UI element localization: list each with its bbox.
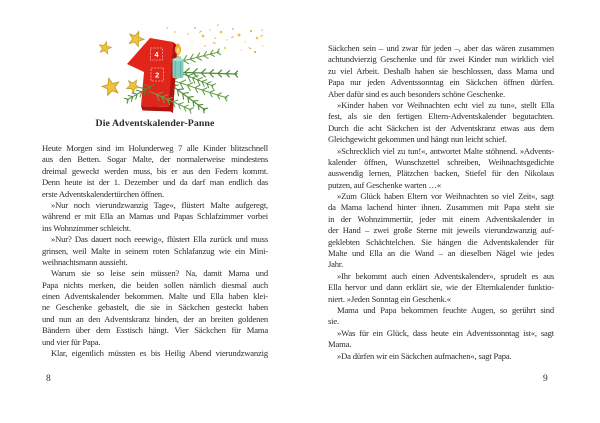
text-line: und nun an den Adventskranz binden, der an breiten goldenen xyxy=(42,313,268,324)
sparkle-dot-icon xyxy=(256,37,259,40)
sparkle-dot-icon xyxy=(238,34,241,37)
text-line: Klar, eigentlich müssten es bis Heilig Abend vierundzwanzig xyxy=(51,348,268,359)
left-page-text xyxy=(42,143,268,359)
text-line: weihnachtsmann aussieht. xyxy=(42,256,128,267)
text-line: da Mama lachend hinter ihnen. Zusammen mit Papa steht sie xyxy=(328,202,554,213)
sparkle-dot-icon xyxy=(232,28,234,30)
door-number-2: 2 xyxy=(155,70,160,80)
sparkle-dash-icon xyxy=(231,36,234,38)
chapter-illustration xyxy=(55,22,275,120)
door-number-4: 4 xyxy=(154,50,159,59)
text-line: einen Adventskalender bekommen. Malte und Ella haben klei- xyxy=(42,291,268,302)
text-line: »Nur noch vierundzwanzig Tage«, flüstert Malte aufgeregt, xyxy=(51,199,268,210)
text-line: »Was für ein Glück, dass heute ein Adventssonntag ist«, sagt xyxy=(337,327,554,338)
text-line: »Nur? Das dauert noch eeewig«, flüstert Ella zurück und muss xyxy=(51,234,268,245)
text-line: »Ihr bekommt auch einen Adventskalender«, sprudelt es aus xyxy=(337,270,554,281)
sparkle-dot-icon xyxy=(217,24,219,26)
text-line: Malte und Ella an die Wand – an dieselben Nägel wie jedes xyxy=(328,248,554,259)
sparkle-dot-icon xyxy=(250,30,252,32)
text-line: Papa nichts merken, die beiden sollen nämlich diesmal auch xyxy=(42,279,268,290)
sparkle-dot-icon xyxy=(224,47,226,49)
text-line: Bändern über dem Esstisch hängt. Vier Säckchen für Mama xyxy=(42,325,268,336)
sparkle-dash-icon xyxy=(213,42,216,44)
text-line: Mama. xyxy=(328,339,352,350)
sparkle-dot-icon xyxy=(220,31,223,34)
text-line: Heute Morgen sind im Holunderweg 7 alle Kinder blitzschnell xyxy=(42,143,268,153)
sparkle-dot-icon xyxy=(174,31,176,33)
text-line: in der Wohnzimmertür, jeder mit einem Adventskalender in xyxy=(328,213,554,224)
sparkle-dot-icon xyxy=(204,45,206,47)
text-line: Papa nur jeden Adventssonntag ein Säckchen öffnen dürfen. xyxy=(328,77,554,88)
text-line: »Kinder haben vor Weihnachten echt viel zu tun«, stellt Ella xyxy=(337,99,554,110)
sparkle-dot-icon xyxy=(226,39,228,41)
text-line: niert. »Jeden Sonntag ein Geschenk.« xyxy=(328,293,451,304)
text-line: Ella hervor und dann erklärt sie, wie der Elternkalender funktio- xyxy=(328,282,554,293)
sparkle-dot-icon xyxy=(240,49,242,51)
sparkle-dot-icon xyxy=(261,29,263,31)
text-line: Durch die acht Säckchen ist der Adventskranz etwas aus dem xyxy=(328,122,554,133)
text-line: und vier für Papa. xyxy=(42,336,101,347)
text-line: putzen, auf Geschenke warten …« xyxy=(328,179,442,190)
text-line: Aber dafür sind es auch besonders schöne Geschenke. xyxy=(328,88,505,99)
text-line: ins Wohnzimmer schleicht. xyxy=(42,222,131,233)
sparkle-dot-icon xyxy=(209,29,211,31)
sparkle-dot-icon xyxy=(187,33,189,35)
sparkle-dash-icon xyxy=(260,35,263,37)
sparkle-dot-icon xyxy=(166,27,168,29)
text-line: Säckchen sein – und zwar für jeden –, aber das wären zusammen xyxy=(328,43,554,53)
text-line: der Hand – zwei große Sterne mit jeweils vierundzwanzig auf- xyxy=(328,225,554,236)
red-number-one-icon xyxy=(127,38,178,113)
sparkle-dot-icon xyxy=(262,45,264,47)
sparkle-dot-icon xyxy=(244,41,246,43)
text-line: »Da dürfen wir ein Säckchen aufmachen«, sagt Papa. xyxy=(337,350,512,361)
sparkle-dash-icon xyxy=(199,31,202,33)
text-line: Jahr. xyxy=(328,259,344,270)
sparkle-dot-icon xyxy=(191,41,193,43)
text-line: grinsen, weil Malte in seinem roten Schlafanzug wie ein Mini- xyxy=(42,245,268,256)
text-line: Gleichgewicht gekommen und hängt nun leicht schief. xyxy=(328,134,507,145)
sparkle-dot-icon xyxy=(194,27,196,29)
text-line: achtundvierzig Geschenke und für zwei Kinder nun wirklich viel xyxy=(328,54,554,65)
page-number-right: 9 xyxy=(543,374,548,384)
text-line: Denn heute ist der 1. Dezember und da darf man endlich das xyxy=(42,177,268,188)
text-line: geklebten Schächtelchen. Sie hängen die Adventskalender für xyxy=(328,236,554,247)
text-line: »Zum Glück haben Eltern vor Weihnachten so viel Zeit«, sagt xyxy=(337,191,554,202)
chapter-title: Die Adventskalender-Panne xyxy=(95,118,215,129)
text-line: »Schrecklich viel zu tun!«, antwortet Malte stöhnend. »Advents- xyxy=(337,145,554,156)
text-line: auswendig lernen, Plätzchen backen, Stiefel für den Nikolaus xyxy=(328,168,554,179)
sparkle-dash-icon xyxy=(248,47,251,50)
page-number-left: 8 xyxy=(46,374,51,384)
text-line: während er mit Ella an Mamas und Papas Schlafzimmer vorbei xyxy=(42,211,268,222)
text-line: dreimal geweckt werden muss, bis er aus den Federn kommt. xyxy=(42,165,268,176)
text-line: ne Geschenke gebastelt, die sie in Säckchen gesteckt haben xyxy=(42,302,268,313)
text-line: fest, als sie den fertigen Eltern-Adventskalender begutachten. xyxy=(328,111,554,122)
text-line: kalender öffnen, Wunschzettel schreiben, Weihnachtsgedichte xyxy=(328,156,554,167)
text-line: Mama und Papa bekommen feuchte Augen, so gerührt sind xyxy=(337,304,554,315)
text-line: zu viel Arbeit. Deshalb haben sie beschlossen, dass Mama und xyxy=(328,65,554,76)
text-line: sie. xyxy=(328,316,339,327)
text-line: Warum sie so leise sein müssen? Na, damit Mama und xyxy=(51,268,268,279)
sparkle-dot-icon xyxy=(214,37,216,39)
text-line: aus den Betten. Sogar Malte, der normalerweise mindestens xyxy=(42,154,268,165)
text-line: erste Adventskalendertürchen öffnen. xyxy=(42,188,164,199)
sparkle-dot-icon xyxy=(202,35,205,38)
right-page-text xyxy=(328,43,554,362)
sparkle-dot-icon xyxy=(254,51,256,53)
